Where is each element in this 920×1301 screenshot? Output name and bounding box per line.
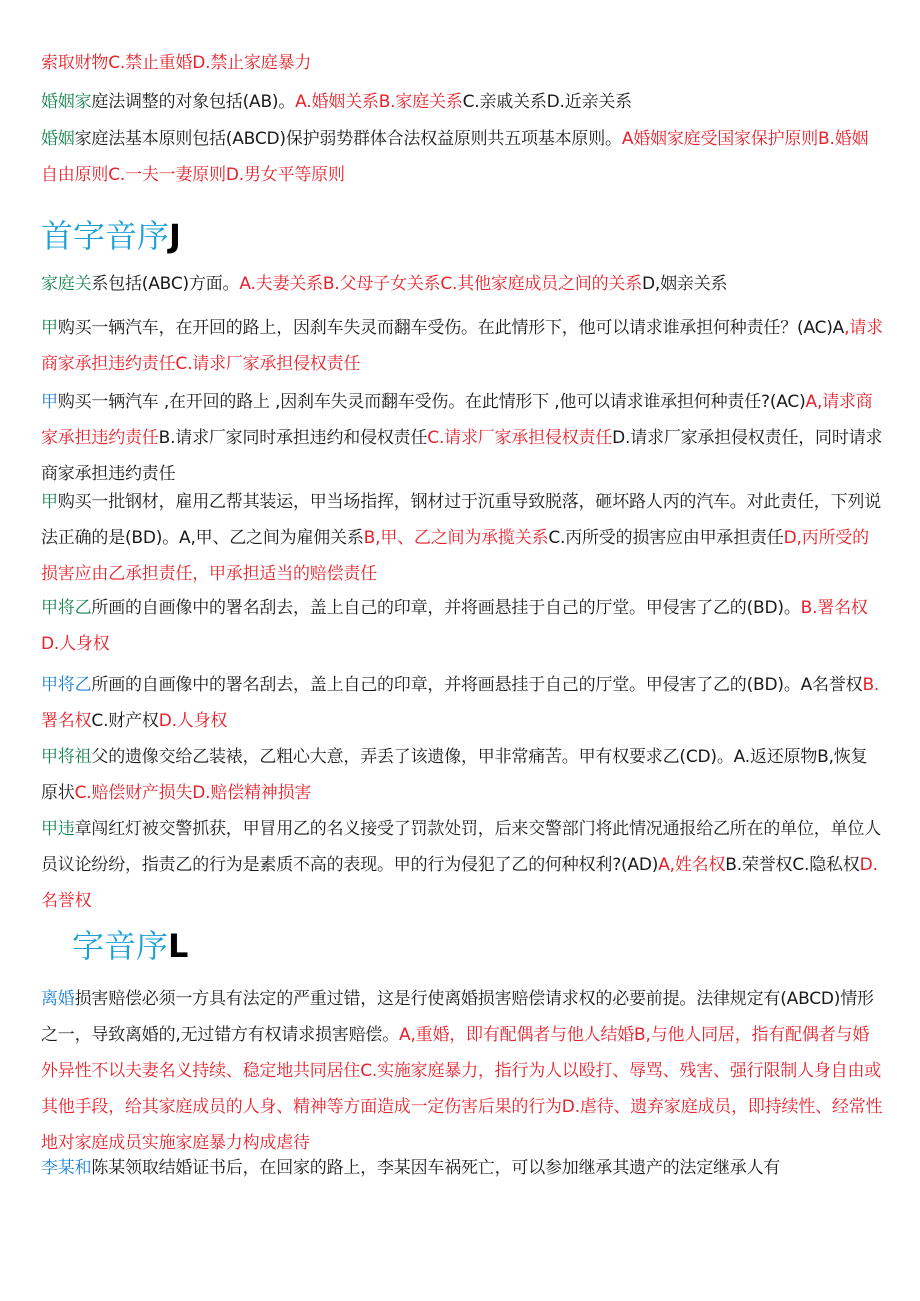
answer-text: A,请求商家承担违约责任 — [41, 392, 873, 448]
question-text: 购买一辆汽车，在开回的路上，因刹车失灵而翻车受伤。在此情形下，他可以请求谁承担何种责任？(AC)A — [57, 318, 845, 338]
question-text: 所画的自画像中的署名刮去，盖上自己的印章，并将画悬挂于自己的厅堂。甲侵害了乙的(BD)。A名誉权 — [91, 675, 863, 695]
paragraph-portrait-signature-1 — [41, 590, 883, 662]
paragraph-car-purchase-1 — [41, 310, 883, 382]
option-text: C.财产权 — [91, 711, 159, 731]
answer-text: A婚姻家庭受国家保护原则B.婚姻自由原则C.一夫一妻原则D.男女平等原则 — [41, 129, 869, 185]
keyword-text: 家庭关 — [41, 274, 92, 294]
option-text: C.丙所受的损害应由甲承担责任 — [548, 528, 784, 548]
paragraph-answer-tail — [41, 45, 883, 81]
section-heading-l — [72, 926, 188, 966]
keyword-text: 甲将乙 — [41, 598, 92, 618]
question-text: 购买一辆汽车 ,在开回的路上 ,因刹车失灵而翻车受伤。在此情形下 ,他可以请求谁承担何种责任?(AC) — [57, 392, 806, 412]
keyword-text: 甲 — [41, 318, 58, 338]
keyword-text: 甲 — [41, 392, 58, 412]
answer-text: B.署名权D.人身权 — [41, 598, 868, 654]
answer-text: A.婚姻关系B.家庭关系 — [295, 92, 463, 112]
option-text: B.荣誉权C.隐私权 — [725, 855, 860, 875]
keyword-text: 婚姻 — [41, 129, 75, 149]
heading-letter: L — [168, 927, 189, 965]
keyword-text: 离婚 — [41, 989, 75, 1009]
option-text: D.请求厂家承担侵权责任，同时请求商家承担违约责任 — [41, 428, 883, 484]
option-text: B.请求厂家同时承担违约和侵权责任 — [158, 428, 428, 448]
question-text: 庭法调整的对象包括(AB)。 — [91, 92, 296, 112]
question-text: 家庭法基本原则包括(ABCD)保护弱势群体合法权益原则共五项基本原则。 — [74, 129, 622, 149]
question-text: 父的遗像交给乙装裱，乙粗心大意，弄丢了该遗像，甲非常痛苦。甲有权要求乙(CD)。A.返还原物B,恢复原状 — [41, 747, 868, 803]
paragraph-traffic-violation — [41, 811, 883, 919]
question-text: 陈某领取结婚证书后，在回家的路上，李某因车祸死亡，可以参加继承其遗产的法定继承人有 — [91, 1158, 781, 1178]
keyword-text: 甲将祖 — [41, 747, 92, 767]
question-text: 损害赔偿必须一方具有法定的严重过错，这是行使离婚损害赔偿请求权的必要前提。法律规定有(ABCD)情形之一，导致离婚的,无过错方有权请求损害赔偿。 — [41, 989, 874, 1045]
paragraph-marriage-family-law-objects — [41, 84, 883, 120]
answer-text: D.人身权 — [158, 711, 228, 731]
answer-text: B.署名权 — [41, 675, 880, 731]
option-text: D,姻亲关系 — [642, 274, 728, 294]
heading-letter: J — [169, 217, 181, 255]
paragraph-steel-purchase — [41, 484, 883, 592]
keyword-text: 甲 — [41, 492, 58, 512]
question-text: 购买一批钢材，雇用乙帮其装运，甲当场指挥，钢材过于沉重导致脱落，砸坏路人丙的汽车。对此责任，下列说法正确的是(BD)。A,甲、乙之间为雇佣关系 — [41, 492, 882, 548]
paragraph-grandfather-portrait — [41, 739, 883, 811]
answer-text: A,重婚，即有配偶者与他人结婚B,与他人同居，指有配偶者与婚外异性不以夫妻名义持续、稳定地共同居住C.实施家庭暴力，指行为人以殴打、辱骂、残害、强行限制人身自由或其他手段，给其家庭成员的人身、精神等方面造成一定伤害后果的行为D.虐待、遗弃家庭成员，即持续性、经常性地对家庭成员实施家庭暴力构成虐待 — [41, 1025, 883, 1153]
section-heading-j — [41, 216, 181, 256]
keyword-text: 李某和 — [41, 1158, 92, 1178]
option-text: C.亲戚关系D.近亲关系 — [462, 92, 632, 112]
keyword-text: 婚姻家 — [41, 92, 92, 112]
paragraph-portrait-signature-2 — [41, 667, 883, 739]
paragraph-divorce-damages — [41, 981, 883, 1161]
answer-text: B,甲、乙之间为承揽关系 — [363, 528, 549, 548]
answer-text: D.名誉权 — [41, 855, 878, 911]
paragraph-car-purchase-2 — [41, 384, 883, 492]
answer-text: C.赔偿财产损失D.赔偿精神损害 — [74, 783, 312, 803]
heading-label: 字音序 — [72, 927, 169, 965]
answer-text: A,姓名权 — [658, 855, 726, 875]
paragraph-inheritance — [41, 1150, 883, 1186]
paragraph-family-relations — [41, 266, 883, 302]
keyword-text: 甲将乙 — [41, 675, 92, 695]
paragraph-marriage-law-principles — [41, 121, 883, 193]
answer-text: D,丙所受的损害应由乙承担责任，甲承担适当的赔偿责任 — [41, 528, 869, 584]
answer-text: A.夫妻关系B.父母子女关系C.其他家庭成员之间的关系 — [239, 274, 643, 294]
answer-text: 索取财物C.禁止重婚D.禁止家庭暴力 — [41, 53, 312, 73]
heading-label: 首字音序 — [41, 217, 170, 255]
keyword-text: 甲违 — [41, 819, 75, 839]
answer-text: C.请求厂家承担侵权责任 — [427, 428, 613, 448]
question-text: 所画的自画像中的署名刮去，盖上自己的印章，并将画悬挂于自己的厅堂。甲侵害了乙的(BD)。 — [91, 598, 801, 618]
question-text: 系包括(ABC)方面。 — [91, 274, 240, 294]
question-text: 章闯红灯被交警抓获，甲冒用乙的名义接受了罚款处罚，后来交警部门将此情况通报给乙所在的单位，单位人员议论纷纷，指责乙的行为是素质不高的表现。甲的行为侵犯了乙的何种权利?(AD) — [41, 819, 882, 875]
answer-text: ,请求商家承担违约责任C.请求厂家承担侵权责任 — [41, 318, 883, 374]
